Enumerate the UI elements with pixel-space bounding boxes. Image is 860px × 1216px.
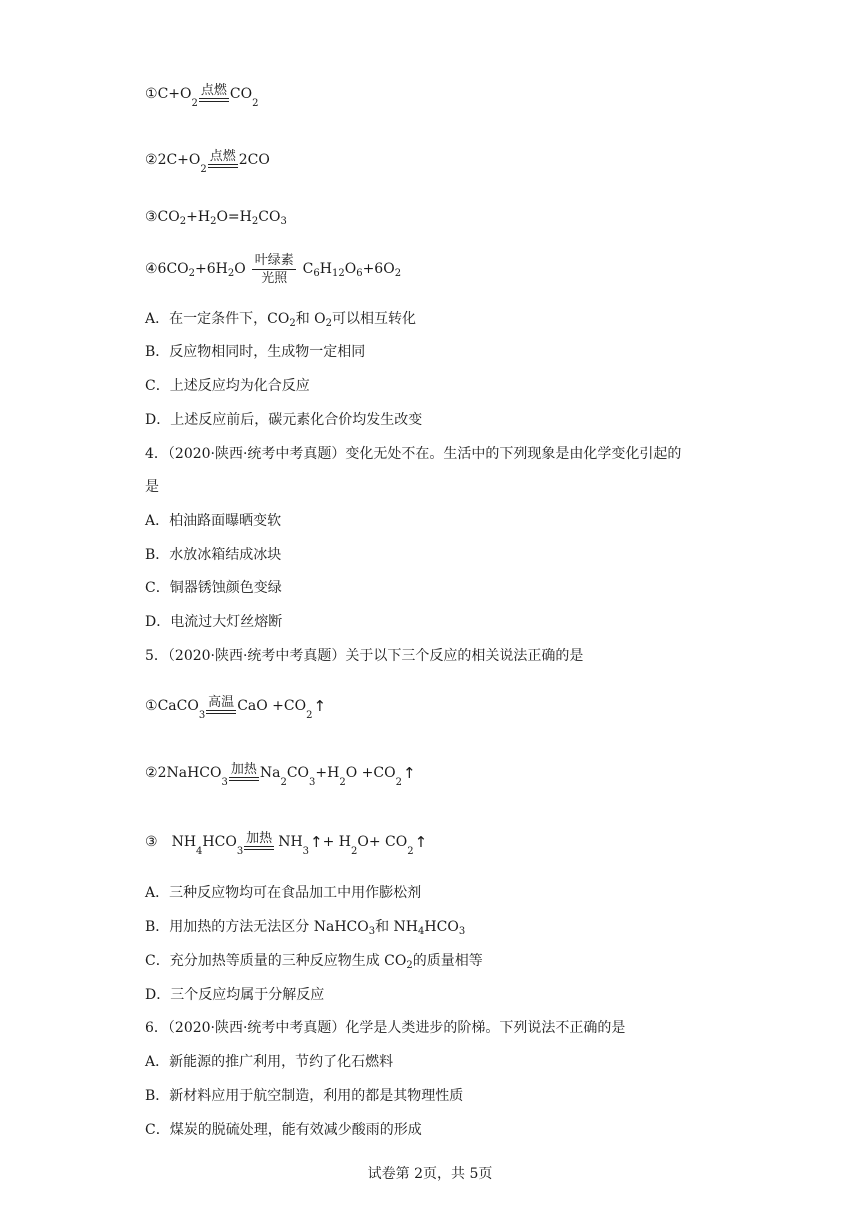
gas-arrow-icon: ↑: [414, 833, 428, 851]
q3-option-a: A．在一定条件下，$CO_2$和 $O_2$可以相互转化: [145, 311, 416, 329]
q5-equation-1: ① CaCO 3 高温 CaO +CO 2 ↑: [145, 695, 327, 721]
q3-option-b: B．反应物相同时，生成物一定相同: [145, 344, 366, 360]
q5-stem: 5．（2020·陕西·统考中考真题）关于以下三个反应的相关说法正确的是: [145, 648, 584, 664]
reaction-condition: $\frac{\text{叶绿素}}{\text{光照}}$: [252, 252, 296, 287]
gas-arrow-icon: ↑: [402, 764, 416, 782]
q4-stem-line1: 4．（2020·陕西·统考中考真题）变化无处不在。生活中的下列现象是由化学变化引起的: [145, 446, 682, 462]
gas-arrow-icon: ↑: [310, 833, 323, 851]
page-footer: 试卷第 2页，共 5页: [367, 1166, 493, 1182]
q5-equation-3: ③ NH 4 HCO 3 加热 NH 3 ↑ + H 2 O+ CO 2 ↑: [145, 831, 428, 857]
equation-1: ① C+O 2 点燃 CO 2: [145, 83, 259, 109]
q4-option-b: B．水放冰箱结成冰块: [145, 547, 282, 563]
q3-option-d: D．上述反应前后，碳元素化合价均发生改变: [145, 412, 423, 428]
equation-3: $③CO_2+H_2O=H_2CO_3$: [145, 209, 287, 227]
reaction-condition: 点燃: [208, 149, 238, 168]
q5-option-a: A．三种反应物均可在食品加工中用作膨松剂: [145, 885, 422, 901]
q5-option-c: C．充分加热等质量的三种反应物生成 $CO_2$的质量相等: [145, 953, 483, 971]
equation-4: $④6CO_2+6H_2O$ $\frac{\text{叶绿素}}{\text{光照}}$ $C_6H_{12}O_6+6O_2$: [145, 252, 402, 286]
equation-2: ② 2C+O 2 点燃 2CO: [145, 149, 270, 175]
q3-option-c: C．上述反应均为化合反应: [145, 378, 310, 394]
reaction-condition: 加热: [244, 831, 274, 850]
q5-option-b: B．用加热的方法无法区分 NaHCO$_3$和 $NH_4HCO_3$: [145, 919, 466, 937]
q5-option-d: D．三个反应均属于分解反应: [145, 987, 325, 1003]
q4-option-d: D．电流过大灯丝熔断: [145, 614, 283, 630]
q6-stem: 6．（2020·陕西·统考中考真题）化学是人类进步的阶梯。下列说法不正确的是: [145, 1020, 626, 1036]
q5-equation-2: ② 2NaHCO 3 加热 Na 2 CO 3 +H 2 O +CO 2 ↑: [145, 762, 416, 788]
q4-stem-line2: 是: [145, 479, 159, 495]
q4-option-c: C．铜器锈蚀颜色变绿: [145, 580, 282, 596]
reaction-condition: 加热: [229, 762, 259, 781]
reaction-condition: 点燃: [199, 83, 229, 102]
q6-option-c: C．煤炭的脱硫处理，能有效减少酸雨的形成: [145, 1122, 422, 1138]
gas-arrow-icon: ↑: [313, 697, 327, 715]
reaction-condition: 高温: [206, 695, 236, 714]
q4-option-a: A．柏油路面曝晒变软: [145, 513, 282, 529]
q6-option-a: A．新能源的推广利用，节约了化石燃料: [145, 1054, 394, 1070]
q6-option-b: B．新材料应用于航空制造，利用的都是其物理性质: [145, 1088, 464, 1104]
